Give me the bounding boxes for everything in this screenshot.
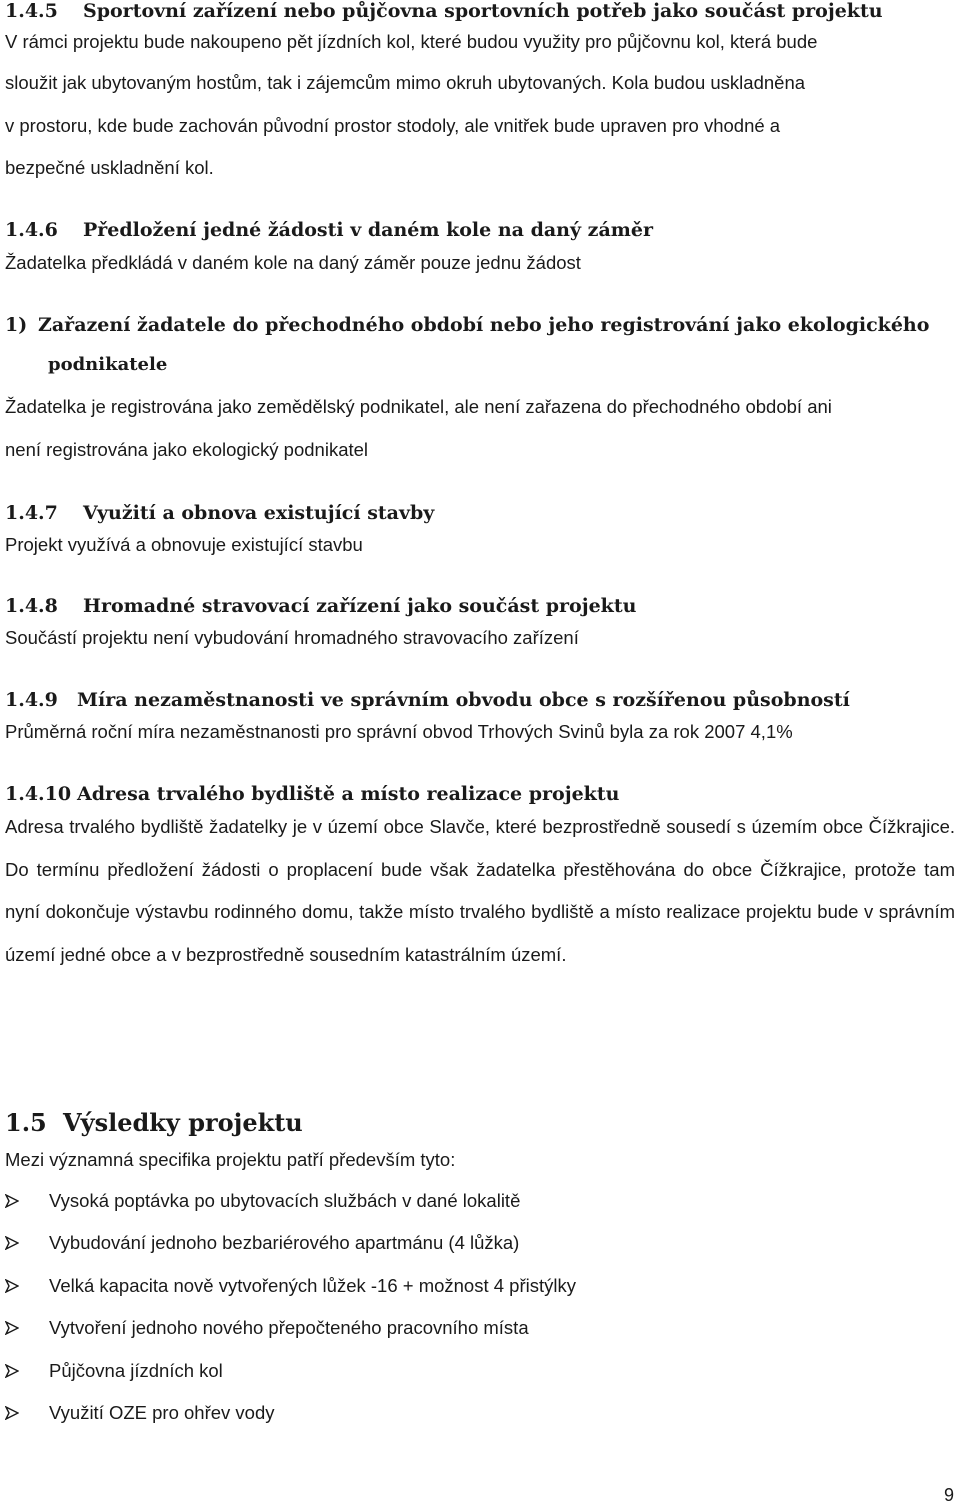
list-item (5, 1272, 576, 1314)
section-title: Sportovní zařízení nebo půjčovna sportovních potřeb jako součást projektu (83, 0, 883, 22)
section-number: 1.4.6 (5, 219, 58, 241)
paragraph-text: Průměrná roční míra nezaměstnanosti pro správní obvod Trhových Svinů byla za rok 2007 4,1% (5, 721, 793, 742)
section-heading-1-4-7 (5, 502, 434, 524)
list-item (5, 1314, 576, 1356)
section-heading-1-4-6 (5, 219, 653, 241)
criterion-number: 1) (5, 314, 28, 336)
section-heading-1-4-9 (5, 689, 850, 711)
paragraph-text: Součástí projektu není vybudování hromadného stravovacího zařízení (5, 627, 579, 648)
section-heading-1-5 (5, 1108, 303, 1137)
section-number: 1.4.9 (5, 689, 58, 711)
paragraph-line: Žadatelka je registrována jako zemědělský podnikatel, ale není zařazena do přechodného období ani (5, 396, 832, 417)
section-title: Využití a obnova existující stavby (83, 502, 435, 524)
list-item-text: Půjčovna jízdních kol (49, 1359, 223, 1381)
section-number: 1.4.5 (5, 0, 58, 22)
section-title: Výsledky projektu (63, 1108, 303, 1137)
list-item-text: Vysoká poptávka po ubytovacích službách v dané lokalitě (49, 1190, 521, 1211)
list-item (5, 1357, 576, 1399)
paragraph-line: v prostoru, kde bude zachován původní prostor stodoly, ale vnitřek bude upraven pro vhodné a (5, 115, 781, 136)
section-title: Míra nezaměstnanosti ve správním obvodu obce s rozšířenou působností (77, 689, 850, 711)
section-number: 1.5 (5, 1108, 47, 1137)
section-number: 1.4.8 (5, 595, 58, 617)
section-title: Adresa trvalého bydliště a místo realizace projektu (77, 783, 620, 805)
paragraph-line: sloužit jak ubytovaným hostům, tak i zájemcům mimo okruh ubytovaných. Kola budou uskladněna (5, 72, 806, 93)
paragraph-text: Žadatelka předkládá v daném kole na daný záměr pouze jednu žádost (5, 252, 581, 273)
paragraph-line: není registrována jako ekologický podnikatel (5, 439, 369, 460)
arrowhead-bullet-icon (5, 1357, 49, 1378)
arrowhead-bullet-icon (5, 1229, 49, 1250)
criterion-heading (5, 314, 929, 336)
list-item-text: Velká kapacita nově vytvořených lůžek -16 + možnost 4 přistýlky (49, 1274, 576, 1296)
criterion-title-continuation: podnikatele (48, 354, 168, 375)
results-list (5, 1187, 576, 1441)
paragraph-text: Projekt využívá a obnovuje existující stavbu (5, 534, 363, 555)
arrowhead-bullet-icon (5, 1187, 49, 1208)
criterion-title: Zařazení žadatele do přechodného období nebo jeho registrování jako ekologického (38, 314, 930, 336)
section-heading-1-4-5 (5, 0, 883, 22)
list-item-text: Vytvoření jednoho nového přepočteného pracovního místa (49, 1317, 529, 1339)
section-heading-1-4-10 (5, 783, 619, 805)
arrowhead-bullet-icon (5, 1272, 49, 1293)
list-item (5, 1229, 576, 1271)
list-intro: Mezi významná specifika projektu patří především tyto: (5, 1149, 456, 1170)
page-number: 9 (943, 1485, 954, 1505)
list-item-text: Využití OZE pro ohřev vody (49, 1401, 275, 1423)
paragraph-line: V rámci projektu bude nakoupeno pět jízdních kol, které budou využity pro půjčovnu kol, která bude (5, 31, 818, 52)
section-title: Hromadné stravovací zařízení jako součást projektu (83, 595, 637, 617)
list-item (5, 1187, 576, 1229)
section-number: 1.4.10 (5, 783, 72, 805)
paragraph-line: bezpečné uskladnění kol. (5, 157, 214, 178)
section-heading-1-4-8 (5, 595, 636, 617)
arrowhead-bullet-icon (5, 1399, 49, 1420)
list-item (5, 1399, 576, 1441)
arrowhead-bullet-icon (5, 1314, 49, 1335)
list-item-text: Vybudování jednoho bezbariérového apartmánu (4 lůžka) (49, 1232, 520, 1254)
section-title: Předložení jedné žádosti v daném kole na daný záměr (83, 219, 653, 241)
paragraph-justified: Adresa trvalého bydliště žadatelky je v území obce Slavče, které bezprostředně sousedí s územím obce Čížkrajice. Do termínu předložení žádosti o proplacení bude však žadatelka přestěhována do obce Čížkrajice, protože tam nyní dokončuje výstavbu rodinného domu, takže místo trvalého bydliště a místo realizace projektu bude v správním území jedné obce a v bezprostředně sousedním katastrálním území. (5, 816, 955, 965)
section-number: 1.4.7 (5, 502, 58, 524)
